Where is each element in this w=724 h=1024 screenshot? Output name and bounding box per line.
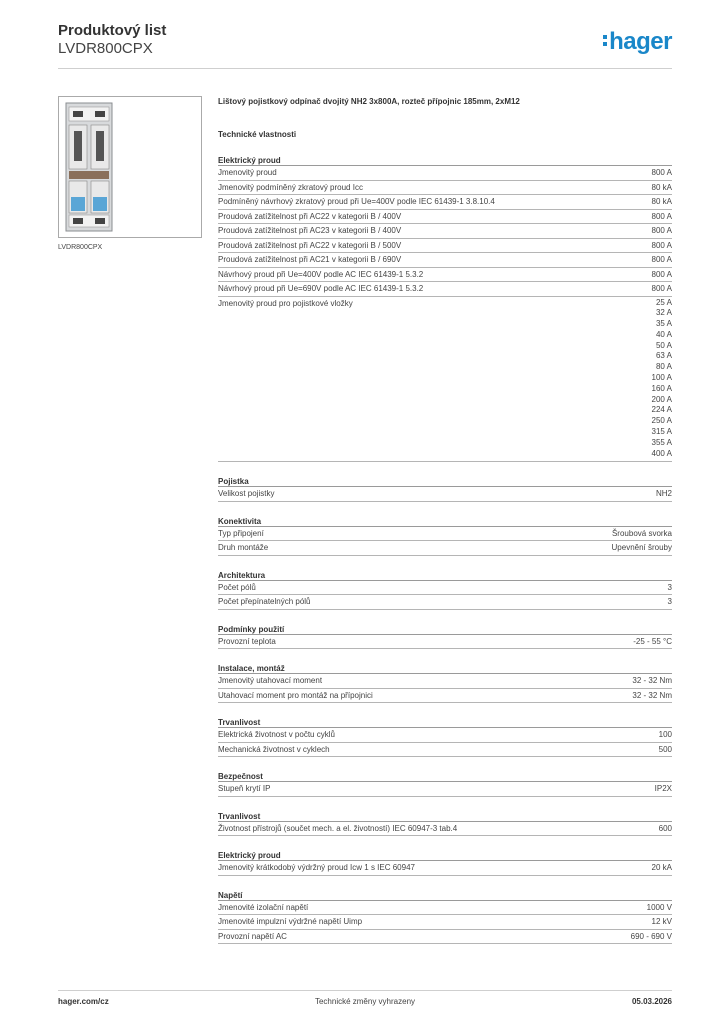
property-label: Jmenovitý krátkodobý výdržný proud Icw 1 s IEC 60947 xyxy=(218,863,415,873)
section-title: Architektura xyxy=(218,570,672,581)
property-value: Upevnění šrouby xyxy=(611,543,672,553)
property-row xyxy=(218,728,672,743)
property-row xyxy=(218,930,672,945)
property-label: Proudová zatížitelnost při AC21 v kategorii B / 690V xyxy=(218,255,402,264)
property-section xyxy=(218,717,672,757)
section-title: Instalace, montáž xyxy=(218,663,672,674)
property-value: 355 A xyxy=(651,437,672,447)
property-section xyxy=(218,663,672,703)
property-value: 20 kA xyxy=(651,863,672,873)
property-label: Jmenovitý utahovací moment xyxy=(218,676,323,686)
footer-website: hager.com/cz xyxy=(58,997,109,1006)
property-row xyxy=(218,166,672,181)
property-value: 800 A xyxy=(651,211,672,221)
property-value: 40 A xyxy=(655,329,672,339)
property-value: 400 A xyxy=(651,448,672,458)
property-section xyxy=(218,155,672,462)
property-label: Jmenovité izolační napětí xyxy=(218,902,309,912)
property-label: Stupeň krytí IP xyxy=(218,784,271,794)
property-value: 63 A xyxy=(655,351,672,361)
property-value: 100 xyxy=(658,730,672,740)
property-row xyxy=(218,915,672,930)
property-label: Návrhový proud při Ue=400V podle AC IEC 61439-1 5.3.2 xyxy=(218,269,424,279)
property-row xyxy=(218,743,672,758)
property-row xyxy=(218,268,672,283)
product-image xyxy=(58,96,202,238)
page-header xyxy=(58,22,672,68)
property-label: Proudová zatížitelnost při AC22 v kategorii B / 500V xyxy=(218,240,402,250)
property-value: 100 A xyxy=(651,373,672,383)
header-divider xyxy=(58,68,672,69)
property-label: Návrhový proud při Ue=690V podle AC IEC 61439-1 5.3.2 xyxy=(218,284,424,293)
property-row xyxy=(218,901,672,916)
section-title: Trvanlivost xyxy=(218,811,672,822)
product-code: LVDR800CPX xyxy=(58,40,153,57)
property-row xyxy=(218,822,672,837)
logo-dots-icon xyxy=(603,32,607,49)
property-row xyxy=(218,635,672,650)
footer-note: Technické změny vyhrazeny xyxy=(314,997,416,1006)
property-label: Podmíněný návrhový zkratový proud při Ue=400V podle IEC 61439-1 3.8.10.4 xyxy=(218,197,495,206)
property-value: 800 A xyxy=(651,255,672,264)
property-section xyxy=(218,516,672,556)
property-label: Mechanická životnost v cyklech xyxy=(218,744,330,754)
property-row xyxy=(218,674,672,689)
section-title: Napětí xyxy=(218,890,672,901)
property-value: -25 - 55 °C xyxy=(633,636,672,646)
property-row xyxy=(218,782,672,797)
property-section xyxy=(218,850,672,876)
section-title: Elektrický proud xyxy=(218,155,672,166)
property-value: 3 xyxy=(667,582,672,592)
section-title: Podmínky použití xyxy=(218,624,672,635)
property-label: Utahovací moment pro montáž na přípojnici xyxy=(218,690,373,700)
property-value: 50 A xyxy=(655,340,672,350)
property-label: Počet pólů xyxy=(218,582,256,592)
property-value: 800 A xyxy=(651,240,672,250)
property-label: Typ připojení xyxy=(218,528,264,538)
section-title: Bezpečnost xyxy=(218,771,672,782)
property-label: Jmenovitý podmíněný zkratový proud Icc xyxy=(218,182,363,192)
property-section xyxy=(218,811,672,837)
property-label: Životnost přístrojů (součet mech. a el. životností) IEC 60947-3 tab.4 xyxy=(218,823,458,833)
section-title: Konektivita xyxy=(218,516,672,527)
property-value: 800 A xyxy=(651,226,672,235)
property-value: 160 A xyxy=(651,383,672,393)
document-title: Produktový list xyxy=(58,22,167,39)
property-value: 32 A xyxy=(655,308,672,318)
property-row xyxy=(218,282,672,297)
property-value: 500 xyxy=(658,744,672,754)
property-row xyxy=(218,224,672,239)
property-value: 800 A xyxy=(651,168,672,177)
property-label: Velikost pojistky xyxy=(218,489,275,499)
tech-properties-heading: Technické vlastnosti xyxy=(218,130,297,139)
property-section xyxy=(218,624,672,650)
property-row xyxy=(218,487,672,502)
property-label: Elektrická životnost v počtu cyklů xyxy=(218,730,335,740)
logo-text: hager xyxy=(609,28,672,55)
property-value: 25 A xyxy=(655,297,672,307)
hager-logo xyxy=(603,28,672,56)
property-label: Jmenovité impulzní výdržné napětí Uimp xyxy=(218,917,363,927)
property-label: Provozní teplota xyxy=(218,636,276,646)
property-row xyxy=(218,689,672,704)
footer-date: 05.03.2026 xyxy=(631,997,672,1006)
property-value: 250 A xyxy=(651,416,672,426)
image-caption: LVDR800CPX xyxy=(58,244,103,251)
section-title: Pojistka xyxy=(218,476,672,487)
property-row xyxy=(218,195,672,210)
property-section xyxy=(218,570,672,610)
property-value: 80 kA xyxy=(651,197,672,206)
property-value: 80 A xyxy=(655,362,672,372)
property-value: 224 A xyxy=(651,405,672,415)
product-content xyxy=(218,96,672,944)
property-row xyxy=(218,861,672,876)
property-value: 3 xyxy=(667,597,672,607)
property-value: 600 xyxy=(658,823,672,833)
property-label: Proudová zatížitelnost při AC22 v kategorii B / 400V xyxy=(218,211,402,221)
product-description: Lištový pojistkový odpínač dvojitý NH2 3x800A, rozteč přípojnic 185mm, 2xM12 xyxy=(218,97,520,106)
footer-divider xyxy=(58,990,672,991)
property-section xyxy=(218,476,672,502)
section-title: Elektrický proud xyxy=(218,850,672,861)
property-row xyxy=(218,239,672,254)
property-value: Šroubová svorka xyxy=(611,528,672,538)
property-label: Jmenovitý proud xyxy=(218,168,277,177)
property-value: 32 - 32 Nm xyxy=(632,676,672,686)
property-value-list xyxy=(652,297,672,462)
property-section xyxy=(218,771,672,797)
property-value: 200 A xyxy=(651,394,672,404)
property-row-multi xyxy=(218,297,672,463)
property-row xyxy=(218,527,672,542)
section-title: Trvanlivost xyxy=(218,717,672,728)
property-value: 32 - 32 Nm xyxy=(632,690,672,700)
property-row xyxy=(218,253,672,268)
property-row xyxy=(218,181,672,196)
property-row xyxy=(218,581,672,596)
property-value: 315 A xyxy=(651,427,672,437)
property-value: 35 A xyxy=(655,319,672,329)
property-row xyxy=(218,210,672,225)
property-label: Provozní napětí AC xyxy=(218,931,287,941)
property-section xyxy=(218,890,672,945)
property-label: Počet přepínatelných pólů xyxy=(218,597,311,607)
property-value: 12 kV xyxy=(651,917,672,927)
fuse-switch-disconnector-icon xyxy=(65,101,113,233)
property-value: 690 - 690 V xyxy=(630,931,672,941)
property-value: 80 kA xyxy=(651,182,672,192)
property-row xyxy=(218,541,672,556)
property-value: 800 A xyxy=(651,269,672,279)
property-sections xyxy=(218,155,672,944)
property-row xyxy=(218,595,672,610)
property-value: IP2X xyxy=(654,784,672,794)
property-label: Proudová zatížitelnost při AC23 v kategorii B / 400V xyxy=(218,226,402,235)
property-label: Jmenovitý proud pro pojistkové vložky xyxy=(218,298,353,308)
property-value: NH2 xyxy=(655,489,672,499)
property-label: Druh montáže xyxy=(218,543,269,553)
property-value: 1000 V xyxy=(646,902,672,912)
property-value: 800 A xyxy=(651,284,672,293)
